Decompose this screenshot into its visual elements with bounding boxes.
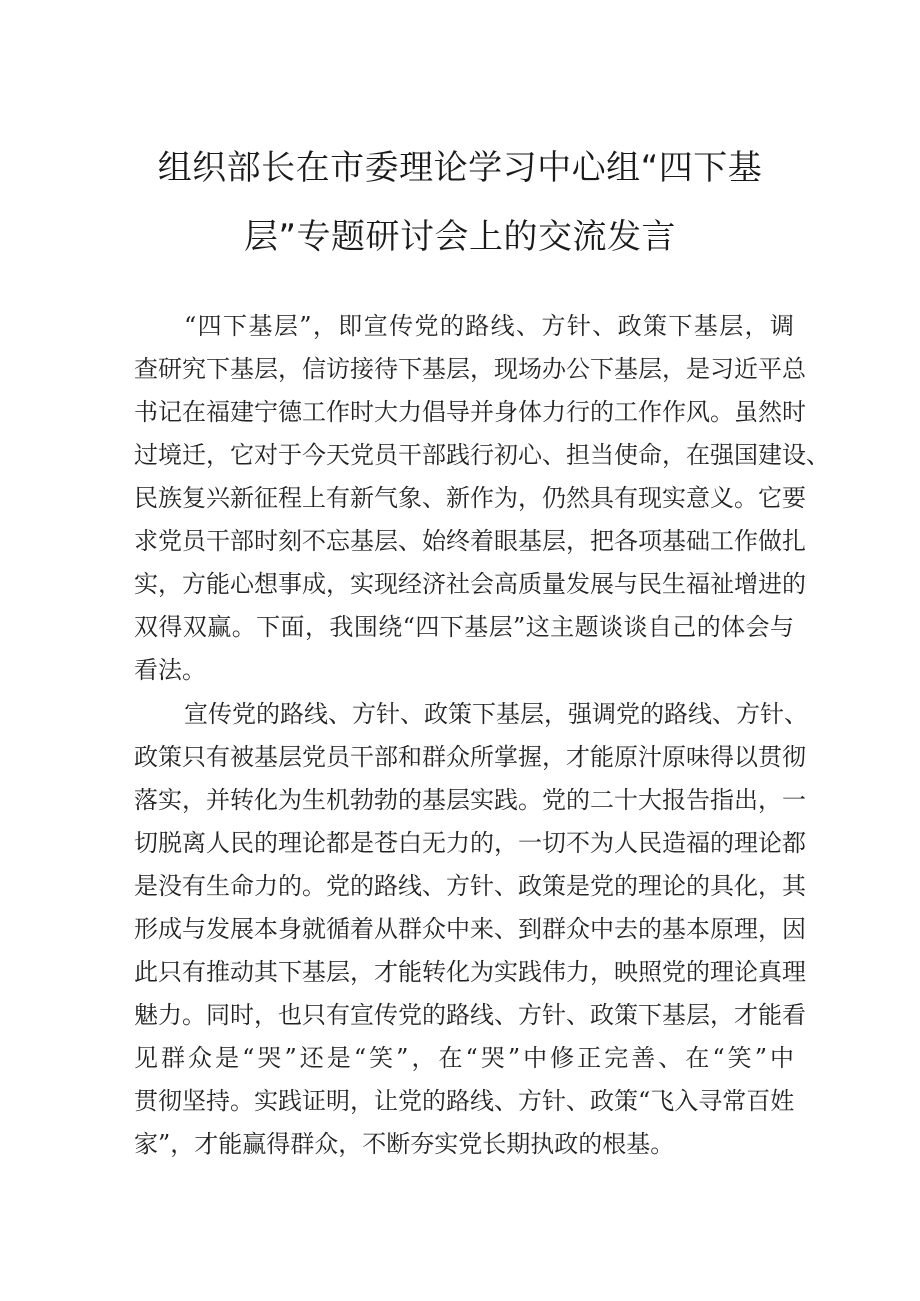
document-title-line-2: 层”专题研讨会上的交流发言	[243, 217, 677, 257]
paragraph-1-line: 书记在福建宁德工作时大力倡导并身体力行的工作作风。虽然时	[134, 398, 806, 426]
paragraph-1-line: 实，方能心想事成，实现经济社会高质量发展与民生福祉增进的	[134, 570, 806, 598]
paragraph-2-line: 见群众是“哭”还是“笑”，在“哭”中修正完善、在“笑”中	[134, 1044, 794, 1072]
paragraph-2-line: 切脱离人民的理论都是苍白无力的，一切不为人民造福的理论都	[134, 829, 806, 857]
paragraph-2-line: 是没有生命力的。党的路线、方针、政策是党的理论的具化，其	[134, 872, 806, 900]
paragraph-2-line: 此只有推动其下基层，才能转化为实践伟力，映照党的理论真理	[134, 958, 806, 986]
document-title-line-1: 组织部长在市委理论学习中心组“四下基	[157, 148, 763, 188]
paragraph-2-line: 政策只有被基层党员干部和群众所掌握，才能原汁原味得以贯彻	[134, 743, 806, 771]
paragraph-1-line: 查研究下基层，信访接待下基层，现场办公下基层，是习近平总	[134, 355, 806, 383]
paragraph-2-line: 宣传党的路线、方针、政策下基层，强调党的路线、方针、	[184, 700, 808, 728]
paragraph-1-line: 看法。	[134, 656, 206, 684]
paragraph-1-line: 民族复兴新征程上有新气象、新作为，仍然具有现实意义。它要	[134, 484, 806, 512]
paragraph-1-line: 双得双赢。下面，我围绕“四下基层”这主题谈谈自己的体会与	[134, 613, 794, 641]
paragraph-1-line: “四下基层”，即宣传党的路线、方针、政策下基层，调	[184, 312, 794, 340]
paragraph-2-line: 落实，并转化为生机勃勃的基层实践。党的二十大报告指出，一	[134, 786, 806, 814]
paragraph-2-line: 家”，才能赢得群众，不断夯实党长期执政的根基。	[134, 1130, 675, 1158]
paragraph-2-line: 形成与发展本身就循着从群众中来、到群众中去的基本原理，因	[134, 915, 806, 943]
paragraph-2-line: 贯彻坚持。实践证明，让党的路线、方针、政策“飞入寻常百姓	[134, 1087, 795, 1115]
paragraph-2-line: 魅力。同时，也只有宣传党的路线、方针、政策下基层，才能看	[134, 1001, 806, 1029]
paragraph-1-line: 求党员干部时刻不忘基层、始终着眼基层，把各项基础工作做扎	[134, 527, 806, 555]
paragraph-1-line: 过境迁，它对于今天党员干部践行初心、担当使命，在强国建设、	[134, 441, 830, 469]
